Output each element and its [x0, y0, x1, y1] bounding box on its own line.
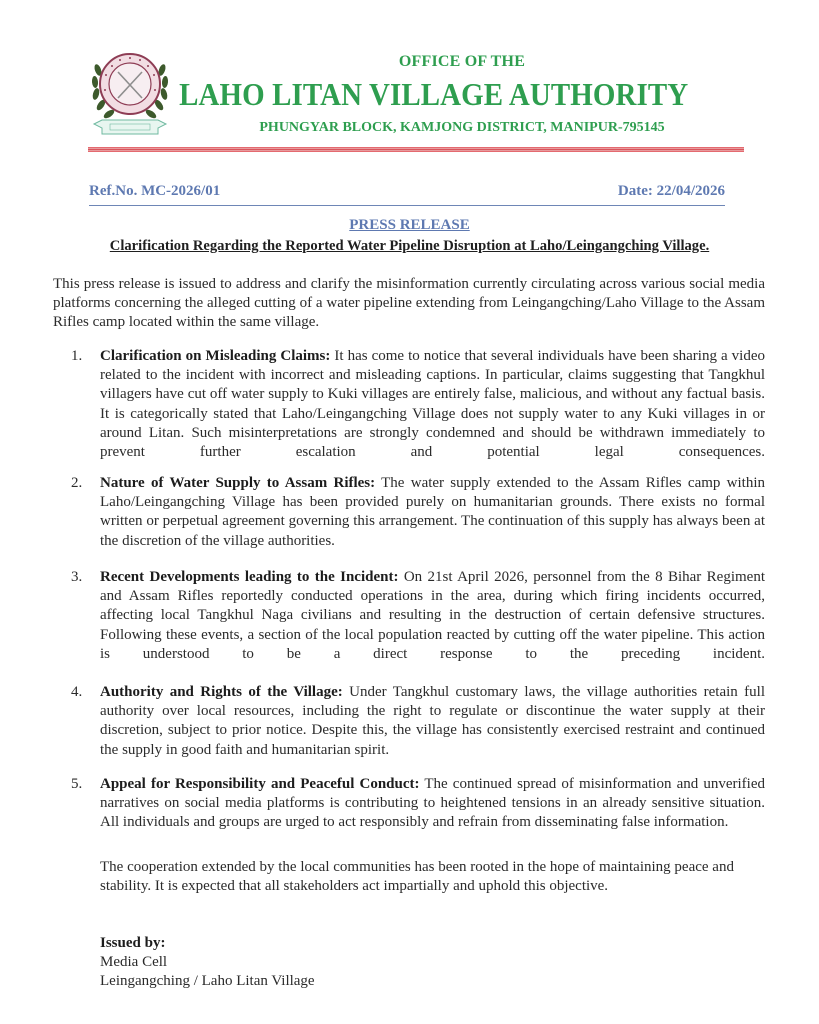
point-number: 4.: [71, 684, 83, 700]
reference-number: Ref.No. MC-2026/01: [89, 183, 221, 199]
point-body: [100, 568, 765, 664]
reference-line: [89, 183, 725, 206]
point-heading: Appeal for Responsibility and Peaceful Conduct:: [100, 776, 420, 792]
closing-paragraph: The cooperation extended by the local communities has been rooted in the hope of maintaining peace and stability. It is expected that all stakeholders act impartially and uphold this objective.: [100, 859, 734, 895]
intro-paragraph: This press release is issued to address and clarify the misinformation currently circulating across various social media platforms concerning the alleged cutting of a water pipeline extending from Leingangching/Laho Village to the Assam Rifles camp located within the same village.: [53, 276, 765, 331]
point-body: [100, 347, 765, 462]
point-number: 5.: [71, 776, 83, 792]
issuing-unit: Media Cell: [100, 954, 168, 970]
point-number: 1.: [71, 348, 83, 364]
point-text: The continued spread of misinformation and unverified narratives on social media platforms is contributing to heightened tensions in an already sensitive situation. All individuals and groups are urged to act responsibly and refrain from disseminating false information.: [100, 776, 765, 831]
point-body: [100, 683, 765, 760]
point-heading: Clarification on Misleading Claims:: [100, 348, 331, 364]
letterhead-office-label: OFFICE OF THE: [398, 53, 526, 70]
point-body: [100, 775, 765, 833]
point-text: On 21st April 2026, personnel from the 8 Bihar Regiment and Assam Rifles reportedly conducted operations in the area, during which firing incidents occurred, affecting local Tangkhul Naga civilians and resulting in the destruction of certain defensive structures. Following these events, a section of the local population reacted by cutting off the water pipeline. This action is understood to be a direct response to the preceding incident.: [100, 569, 765, 662]
authority-address: PHUNGYAR BLOCK, KAMJONG DISTRICT, MANIPUR-795145: [259, 120, 665, 135]
point-heading: Authority and Rights of the Village:: [100, 684, 343, 700]
issued-by-block: [100, 934, 315, 991]
point-text: Under Tangkhul customary laws, the village authorities retain full authority over local resources, including the right to regulate or discontinue the water supply at their discretion, subject to prior notice. Despite this, the village has consistently exercised restraint and continued the supply in good faith and humanitarian spirit.: [100, 684, 765, 758]
point-text: The water supply extended to the Assam Rifles camp within Laho/Leingangching Village has been provided purely on humanitarian grounds. There exists no formal written or perpetual agreement governing this arrangement. The continuation of this supply has always been at the discretion of the village authorities.: [100, 475, 765, 549]
point-heading: Recent Developments leading to the Incident:: [100, 569, 399, 585]
subject-line: Clarification Regarding the Reported Water Pipeline Disruption at Laho/Leingangching Village.: [109, 238, 710, 254]
point-body: [100, 474, 765, 551]
issuing-location: Leingangching / Laho Litan Village: [100, 973, 315, 989]
point-text: It has come to notice that several individuals have been sharing a video related to the incident with incorrect and misleading captions. In particular, claims suggesting that Tangkhul villagers have cut off water supply to Kuki villages are entirely false, malicious, and without any factual basis. It is categorically stated that Laho/Leingangching Village does not supply water to any Kuki villages in or around Litan. Such misinterpretations are strongly condemned and should be withdrawn immediately to prevent further escalation and potential legal consequences.: [100, 348, 765, 461]
point-heading: Nature of Water Supply to Assam Rifles:: [100, 475, 376, 491]
letterhead: [86, 38, 748, 156]
authority-name: LAHO LITAN VILLAGE AUTHORITY: [179, 76, 689, 112]
press-release-heading: PRESS RELEASE: [349, 217, 470, 233]
issued-by-label: Issued by:: [100, 935, 166, 951]
document-date: Date: 22/04/2026: [617, 183, 725, 199]
point-number: 3.: [71, 569, 83, 585]
point-number: 2.: [71, 475, 83, 491]
letterhead-divider: [88, 147, 744, 152]
village-authority-emblem-icon: [88, 40, 172, 140]
